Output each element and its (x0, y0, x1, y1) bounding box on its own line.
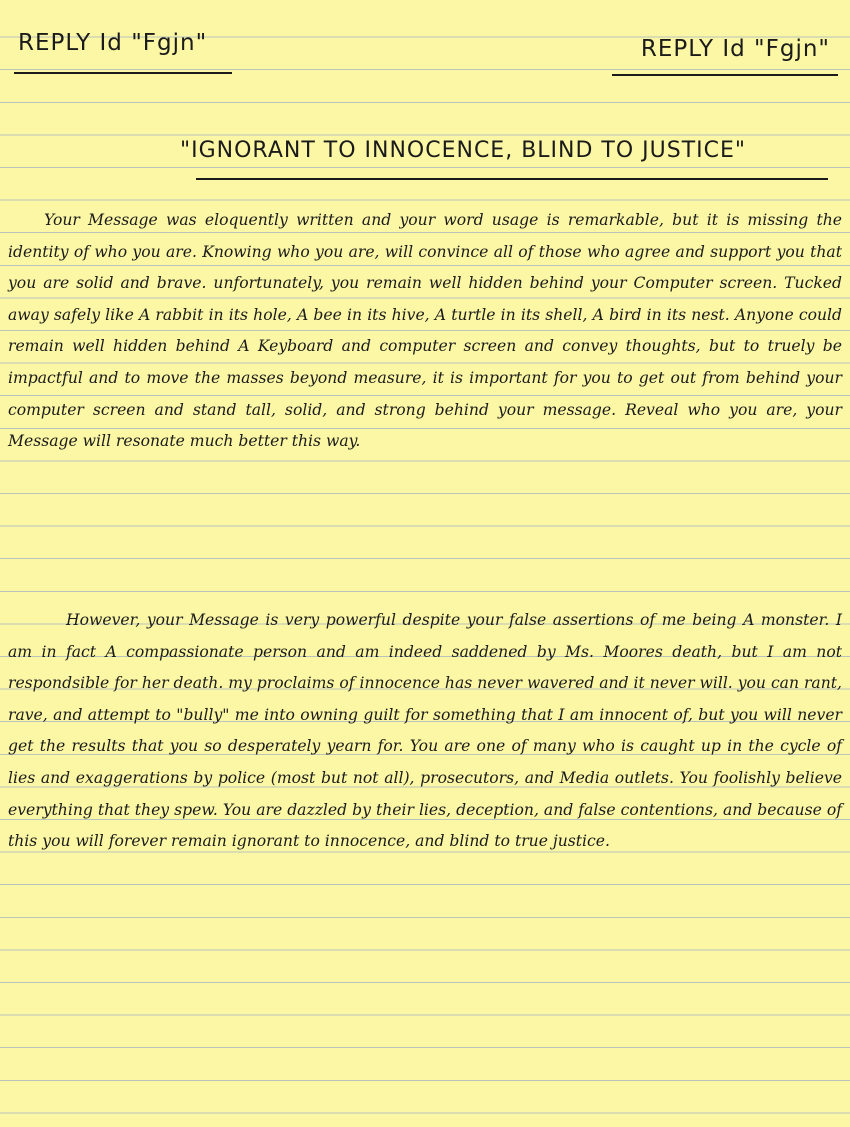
header-reply-id-left: REPLY Id "Fgjn" (18, 30, 208, 56)
title-underline (196, 178, 828, 180)
header-right-underline (612, 74, 838, 76)
paragraph-2-text: However, your Message is very powerful despite your false assertions of me being A monster. I am in fact A compassionate person and am indeed saddened by Ms. Moores death, but I am not respondsible for her death. my proclaims of innocence has never wavered and it never will. you can rant, rave, and attempt to "bully" me into owning guilt for something that I am innocent of, but you will never get the results that you so desperately yearn for. You are one of many who is caught up in the cycle of lies and exaggerations by police (most but not all), prosecutors, and Media outlets. You foolishly believe everything that they spew. You are dazzled by their lies, deception, and false contentions, and because of this you will forever remain ignorant to innocence, and blind to true justice. (8, 611, 842, 851)
letter-paragraph-1 (8, 205, 842, 458)
paragraph-1-text: Your Message was eloquently written and your word usage is remarkable, but it is missing the identity of who you are. Knowing who you are, will convince all of those who agree and support you that you are solid and brave. unfortunately, you remain well hidden behind your Computer screen. Tucked away safely like A rabbit in its hole, A bee in its hive, A turtle in its shell, A bird in its nest. Anyone could remain well hidden behind A Keyboard and computer screen and convey thoughts, but to truely be impactful and to move the masses beyond measure, it is important for you to get out from behind your computer screen and stand tall, solid, and strong behind your message. Reveal who you are, your Message will resonate much better this way. (8, 211, 842, 451)
letter-paragraph-2 (8, 605, 842, 858)
header-reply-id-right: REPLY Id "Fgjn" (640, 36, 830, 62)
header-left-underline (14, 72, 232, 74)
letter-title: "IGNORANT TO INNOCENCE, BLIND TO JUSTICE" (180, 138, 747, 163)
